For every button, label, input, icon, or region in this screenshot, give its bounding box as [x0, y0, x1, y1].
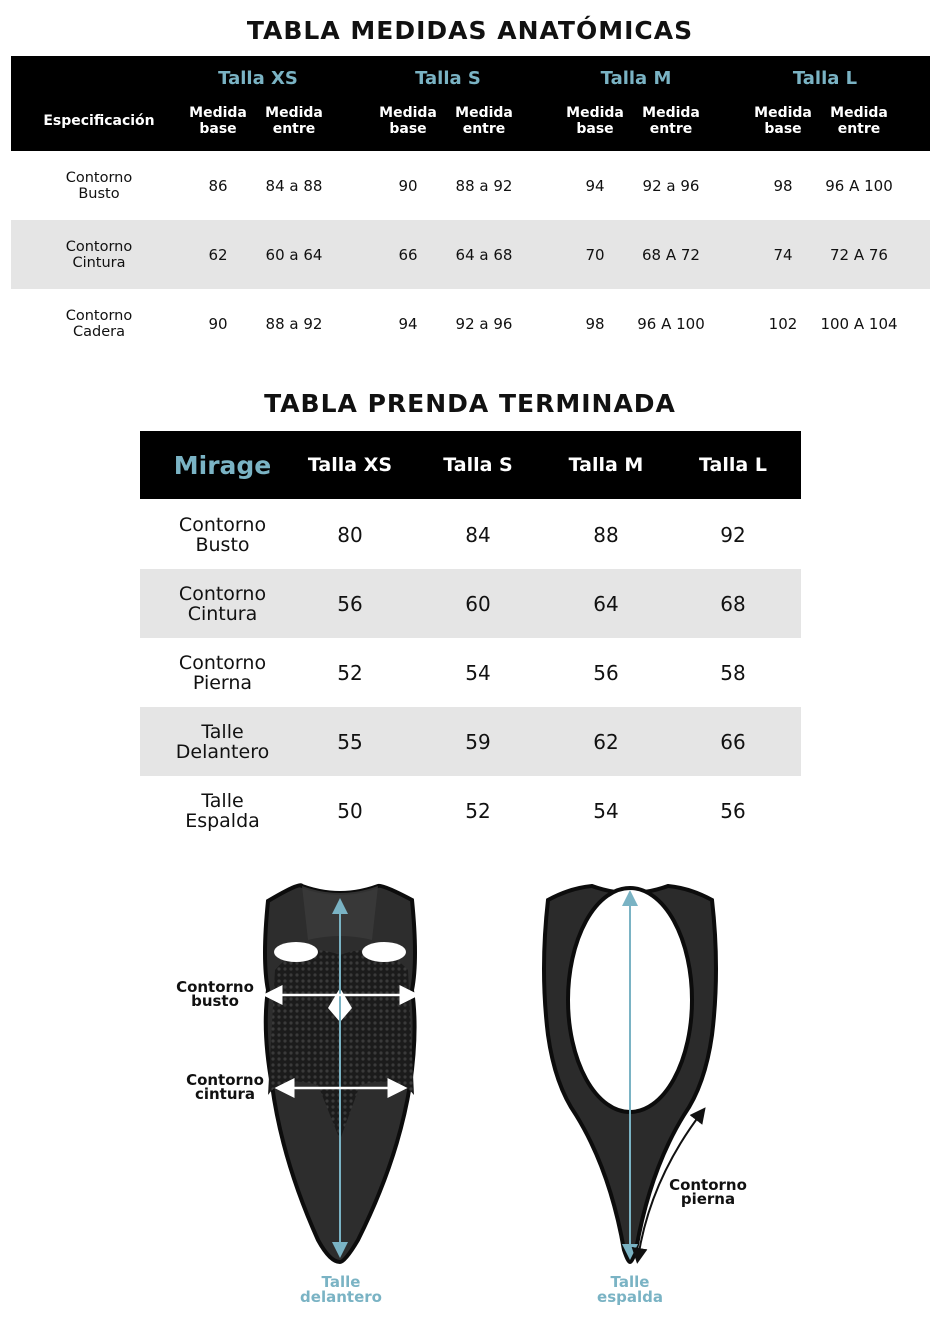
row-label: Contorno Cintura — [178, 582, 267, 625]
table-row — [11, 151, 930, 220]
row-label: Contorno Pierna — [178, 651, 267, 694]
anatomic-table-title: TABLA MEDIDAS ANATÓMICAS — [246, 16, 694, 45]
table-cell: 50 — [337, 798, 363, 823]
t2-size-s: Talla S — [443, 454, 513, 476]
table-cell: 94 — [585, 176, 605, 195]
t1-sub-entre: Medida entre — [830, 105, 888, 137]
t1-size-xs: Talla XS — [218, 68, 298, 89]
table-cell: 70 — [585, 245, 605, 264]
table-cell: 90 — [208, 314, 228, 333]
t1-sub-base: Medida base — [189, 105, 247, 137]
row-label: Contorno Cintura — [65, 238, 133, 271]
table-row — [140, 500, 801, 569]
t1-sub-base: Medida base — [754, 105, 812, 137]
table-cell: 84 a 88 — [265, 176, 323, 195]
table-cell: 92 a 96 — [642, 176, 700, 195]
table-cell: 66 — [398, 245, 418, 264]
brand-name: Mirage — [173, 450, 272, 480]
label-contorno-pierna: Contorno pierna — [669, 1176, 747, 1208]
table-cell: 58 — [720, 660, 746, 685]
row-label: Talle Delantero — [175, 720, 270, 763]
table-cell: 72 A 76 — [830, 245, 888, 264]
row-label: Contorno Cadera — [65, 307, 133, 340]
label-contorno-busto: Contorno busto — [176, 978, 254, 1010]
table-cell: 74 — [773, 245, 793, 264]
table-cell: 98 — [773, 176, 793, 195]
t2-size-m: Talla M — [568, 454, 644, 476]
table-row — [140, 707, 801, 776]
table-cell: 66 — [720, 729, 746, 754]
table-cell: 54 — [465, 660, 491, 685]
finished-garment-table-title: TABLA PRENDA TERMINADA — [264, 389, 676, 418]
table-cell: 60 a 64 — [265, 245, 323, 264]
front-garment — [265, 885, 415, 1262]
table-cell: 98 — [585, 314, 605, 333]
label-talle-espalda: Talle espalda — [597, 1273, 663, 1306]
t1-size-m: Talla M — [600, 68, 672, 89]
table-cell: 94 — [398, 314, 418, 333]
table-cell: 62 — [593, 729, 619, 754]
table-cell: 80 — [337, 522, 363, 547]
t2-size-l: Talla L — [699, 454, 767, 476]
table-row — [140, 638, 801, 707]
table-cell: 88 a 92 — [455, 176, 513, 195]
t1-sub-base: Medida base — [379, 105, 437, 137]
t2-size-xs: Talla XS — [307, 454, 393, 476]
table-cell: 52 — [337, 660, 363, 685]
table-cell: 68 A 72 — [642, 245, 700, 264]
t1-sub-entre: Medida entre — [455, 105, 513, 137]
t1-sub-base: Medida base — [566, 105, 624, 137]
table-cell: 88 a 92 — [265, 314, 323, 333]
table-cell: 60 — [465, 591, 491, 616]
label-contorno-cintura: Contorno cintura — [186, 1071, 264, 1103]
table-cell: 56 — [593, 660, 619, 685]
table-cell: 96 A 100 — [825, 176, 893, 195]
row-label: Contorno Busto — [178, 513, 267, 556]
front-cutout-right — [362, 942, 406, 962]
table-cell: 62 — [208, 245, 228, 264]
table-cell: 68 — [720, 591, 746, 616]
table-cell: 59 — [465, 729, 491, 754]
table-cell: 88 — [593, 522, 619, 547]
table-cell: 92 a 96 — [455, 314, 513, 333]
table-cell: 90 — [398, 176, 418, 195]
t1-size-l: Talla L — [792, 68, 858, 89]
table-cell: 86 — [208, 176, 228, 195]
table-cell: 96 A 100 — [637, 314, 705, 333]
table-cell: 52 — [465, 798, 491, 823]
table-cell: 102 — [768, 314, 798, 333]
row-label: Talle Espalda — [185, 789, 260, 832]
label-talle-delantero: Talle delantero — [300, 1273, 382, 1306]
table-cell: 92 — [720, 522, 746, 547]
table-cell: 56 — [720, 798, 746, 823]
table-row — [140, 569, 801, 638]
table-row — [11, 289, 930, 358]
front-cutout-left — [274, 942, 318, 962]
table-cell: 56 — [337, 591, 363, 616]
table-cell: 84 — [465, 522, 491, 547]
table-cell: 55 — [337, 729, 363, 754]
row-label: Contorno Busto — [65, 169, 133, 202]
t1-size-s: Talla S — [415, 68, 481, 89]
garment-diagram — [0, 870, 940, 1333]
table-cell: 64 — [593, 591, 619, 616]
table-cell: 100 A 104 — [820, 314, 898, 333]
spec-header: Especificación — [43, 113, 155, 129]
table-cell: 64 a 68 — [455, 245, 513, 264]
table-row — [11, 220, 930, 289]
t1-sub-entre: Medida entre — [642, 105, 700, 137]
t1-sub-entre: Medida entre — [265, 105, 323, 137]
table-cell: 54 — [593, 798, 619, 823]
table-row — [140, 776, 801, 845]
